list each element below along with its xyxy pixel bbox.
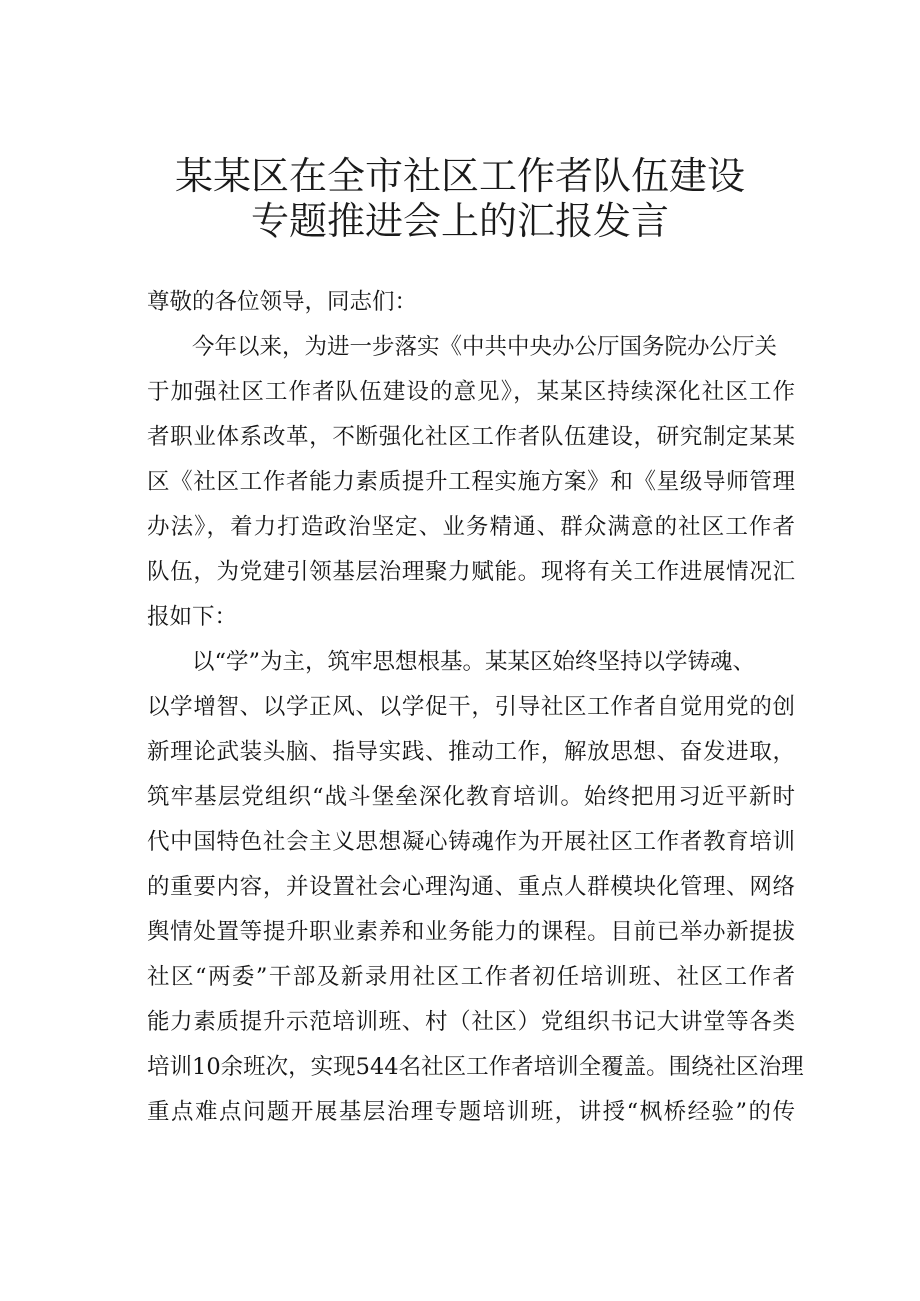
paragraph-1-line-3: 者职业体系改革，不断强化社区工作者队伍建设，研究制定某某 xyxy=(147,424,795,450)
paragraph-2-line-1: 以“学”为主，筑牢思想根基。某某区始终坚持以学铸魂、 xyxy=(192,649,756,675)
paragraph-2-line-5: 代中国特色社会主义思想凝心铸魂作为开展社区工作者教育培训 xyxy=(147,829,795,855)
paragraph-1-line-4: 区《社区工作者能力素质提升工程实施方案》和《星级导师管理 xyxy=(147,469,795,495)
paragraph-2-line-2: 以学增智、以学正风、以学促干，引导社区工作者自觉用党的创 xyxy=(147,694,795,720)
paragraph-2-line-9: 能力素质提升示范培训班、村（社区）党组织书记大讲堂等各类 xyxy=(147,1009,795,1035)
paragraph-2-line-8: 社区“两委”干部及新录用社区工作者初任培训班、社区工作者 xyxy=(147,964,795,990)
document-title-line-1: 某某区在全市社区工作者队伍建设 xyxy=(174,154,745,198)
paragraph-2-line-3: 新理论武装头脑、指导实践、推动工作，解放思想、奋发进取， xyxy=(147,739,795,765)
document-title-line-2: 专题推进会上的汇报发言 xyxy=(250,199,669,243)
paragraph-2-line-11: 重点难点问题开展基层治理专题培训班，讲授“枫桥经验”的传 xyxy=(147,1099,795,1125)
paragraph-2-line-10: 培训10余班次，实现544名社区工作者培训全覆盖。围绕社区治理 xyxy=(147,1054,804,1080)
paragraph-1-line-1: 今年以来，为进一步落实《中共中央办公厅国务院办公厅关 xyxy=(192,334,778,360)
paragraph-2-line-7: 舆情处置等提升职业素养和业务能力的课程。目前已举办新提拔 xyxy=(147,919,795,945)
paragraph-2-line-6: 的重要内容，并设置社会心理沟通、重点人群模块化管理、网络 xyxy=(147,874,795,900)
paragraph-1-line-2: 于加强社区工作者队伍建设的意见》，某某区持续深化社区工作 xyxy=(147,379,795,405)
paragraph-2-line-4: 筑牢基层党组织“战斗堡垒深化教育培训。始终把用习近平新时 xyxy=(147,784,795,810)
paragraph-1-line-7: 报如下： xyxy=(147,604,238,630)
paragraph-1-line-5: 办法》，着力打造政治坚定、业务精通、群众满意的社区工作者 xyxy=(147,514,795,540)
paragraph-1-line-6: 队伍，为党建引领基层治理聚力赋能。现将有关工作进展情况汇 xyxy=(147,559,795,585)
salutation: 尊敬的各位领导，同志们： xyxy=(147,289,418,315)
